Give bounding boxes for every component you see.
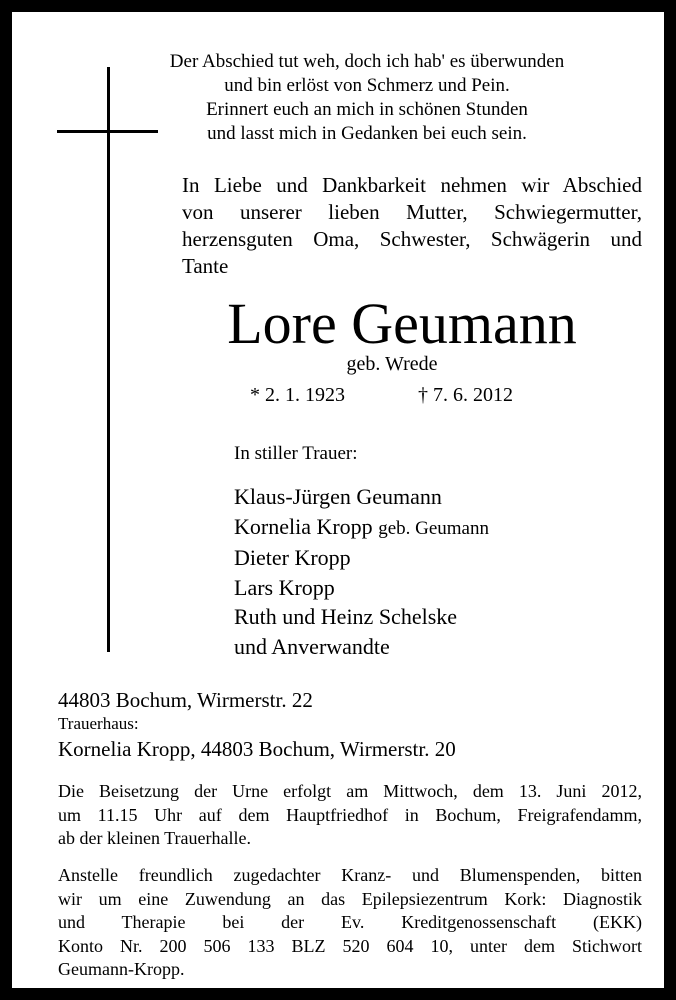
intro-line: In Liebe und Dankbarkeit nehmen wir Abschied xyxy=(182,173,642,197)
donation-line: und Therapie bei der Ev. Kreditgenossenschaft (EKK) xyxy=(58,912,642,932)
donation-line: Geumann-Kropp. xyxy=(58,959,185,979)
birth-date: * 2. 1. 1923 xyxy=(250,384,345,406)
family-address: 44803 Bochum, Wirmerstr. 22 xyxy=(58,688,313,712)
burial-line: ab der kleinen Trauerhalle. xyxy=(58,828,251,848)
poem-line: und bin erlöst von Schmerz und Pein. xyxy=(224,75,510,96)
trauerhaus-label: Trauerhaus: xyxy=(58,714,139,733)
poem xyxy=(162,50,572,146)
burial-notice xyxy=(58,780,642,851)
trauerhaus-address: Kornelia Kropp, 44803 Bochum, Wirmerstr. 20 xyxy=(58,737,456,761)
poem-line: Erinnert euch an mich in schönen Stunden xyxy=(206,99,528,120)
mourners-list xyxy=(234,482,634,661)
mourner-name: Lars Kropp xyxy=(234,574,335,600)
mourner-maiden: geb. Geumann xyxy=(378,517,489,539)
mourning-label: In stiller Trauer: xyxy=(234,443,358,464)
mourner-name: und Anverwandte xyxy=(234,633,390,659)
mourner-name: Dieter Kropp xyxy=(234,545,351,570)
poem-line: und lasst mich in Gedanken bei euch sein. xyxy=(207,123,527,144)
donation-line: wir um eine Zuwendung an das Epilepsiezentrum Kork: Diagnostik xyxy=(58,888,642,909)
intro-line: Tante xyxy=(182,254,229,278)
donation-line: Anstelle freundlich zugedachter Kranz- und Blumenspenden, bitten xyxy=(58,865,642,885)
cross-icon-bar xyxy=(57,130,158,133)
donation-notice xyxy=(58,864,642,982)
death-date: † 7. 6. 2012 xyxy=(418,384,513,406)
mourner-name: Klaus-Jürgen Geumann xyxy=(234,484,442,509)
burial-line: Die Beisetzung der Urne erfolgt am Mittwoch, dem 13. Juni 2012, xyxy=(58,781,642,801)
intro-text xyxy=(182,172,642,280)
deceased-name: Lore Geumann xyxy=(227,291,577,356)
donation-line: Konto Nr. 200 506 133 BLZ 520 604 10, unter dem Stichwort xyxy=(58,935,642,956)
maiden-name: geb. Wrede xyxy=(346,353,438,375)
intro-line: von unserer lieben Mutter, Schwiegermutter, xyxy=(182,200,642,224)
poem-line: Der Abschied tut weh, doch ich hab' es überwunden xyxy=(169,51,565,72)
mourner-name: Kornelia Kropp geb. Geumann xyxy=(234,513,489,539)
intro-line: herzensguten Oma, Schwester, Schwägerin und xyxy=(182,227,642,251)
cross-icon xyxy=(107,67,110,652)
burial-line: um 11.15 Uhr auf dem Hauptfriedhof in Bochum, Freigrafendamm, xyxy=(58,804,642,825)
mourner-name: Ruth und Heinz Schelske xyxy=(234,604,458,629)
